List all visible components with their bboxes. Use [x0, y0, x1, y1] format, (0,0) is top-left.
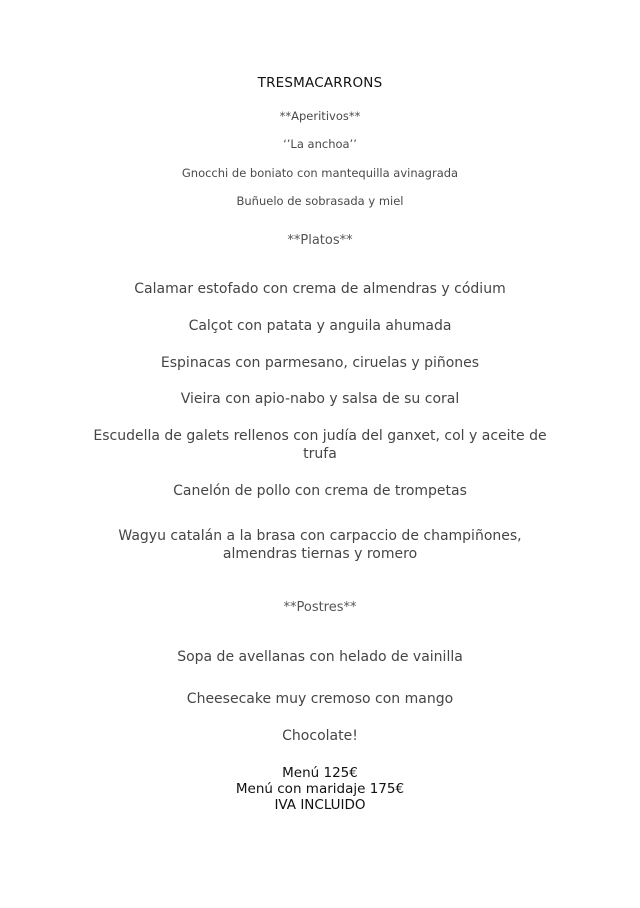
- restaurant-title: TRESMACARRONS: [257, 75, 383, 91]
- plato-item: Canelón de pollo con crema de trompetas: [173, 483, 467, 499]
- plato-item: Calçot con patata y anguila ahumada: [188, 318, 452, 334]
- postre-item: Cheesecake muy cremoso con mango: [186, 691, 454, 707]
- aperitivo-item: Buñuelo de sobrasada y miel: [236, 194, 404, 208]
- plato-item: Espinacas con parmesano, ciruelas y piñones: [160, 355, 480, 371]
- pairing-price: Menú con maridaje 175€: [235, 781, 405, 797]
- postres-heading: **Postres**: [283, 600, 357, 615]
- tax-note: IVA INCLUIDO: [274, 797, 366, 813]
- postre-item: Chocolate!: [282, 728, 358, 744]
- plato-item: Wagyu catalán a la brasa con carpaccio de champiñones, almendras tiernas y romero: [118, 528, 522, 562]
- plato-item: Calamar estofado con crema de almendras y códium: [134, 281, 506, 297]
- aperitivos-heading: **Aperitivos**: [279, 109, 361, 123]
- aperitivo-item: ‘’La anchoa’’: [283, 137, 357, 151]
- platos-heading: **Platos**: [287, 233, 353, 248]
- postre-item: Sopa de avellanas con helado de vainilla: [177, 649, 463, 665]
- aperitivo-item: Gnocchi de boniato con mantequilla avinagrada: [181, 166, 459, 180]
- menu-price: Menú 125€: [282, 765, 358, 781]
- plato-item: Vieira con apio-nabo y salsa de su coral: [180, 391, 460, 407]
- plato-item: Escudella de galets rellenos con judía del ganxet, col y aceite de trufa: [93, 428, 547, 462]
